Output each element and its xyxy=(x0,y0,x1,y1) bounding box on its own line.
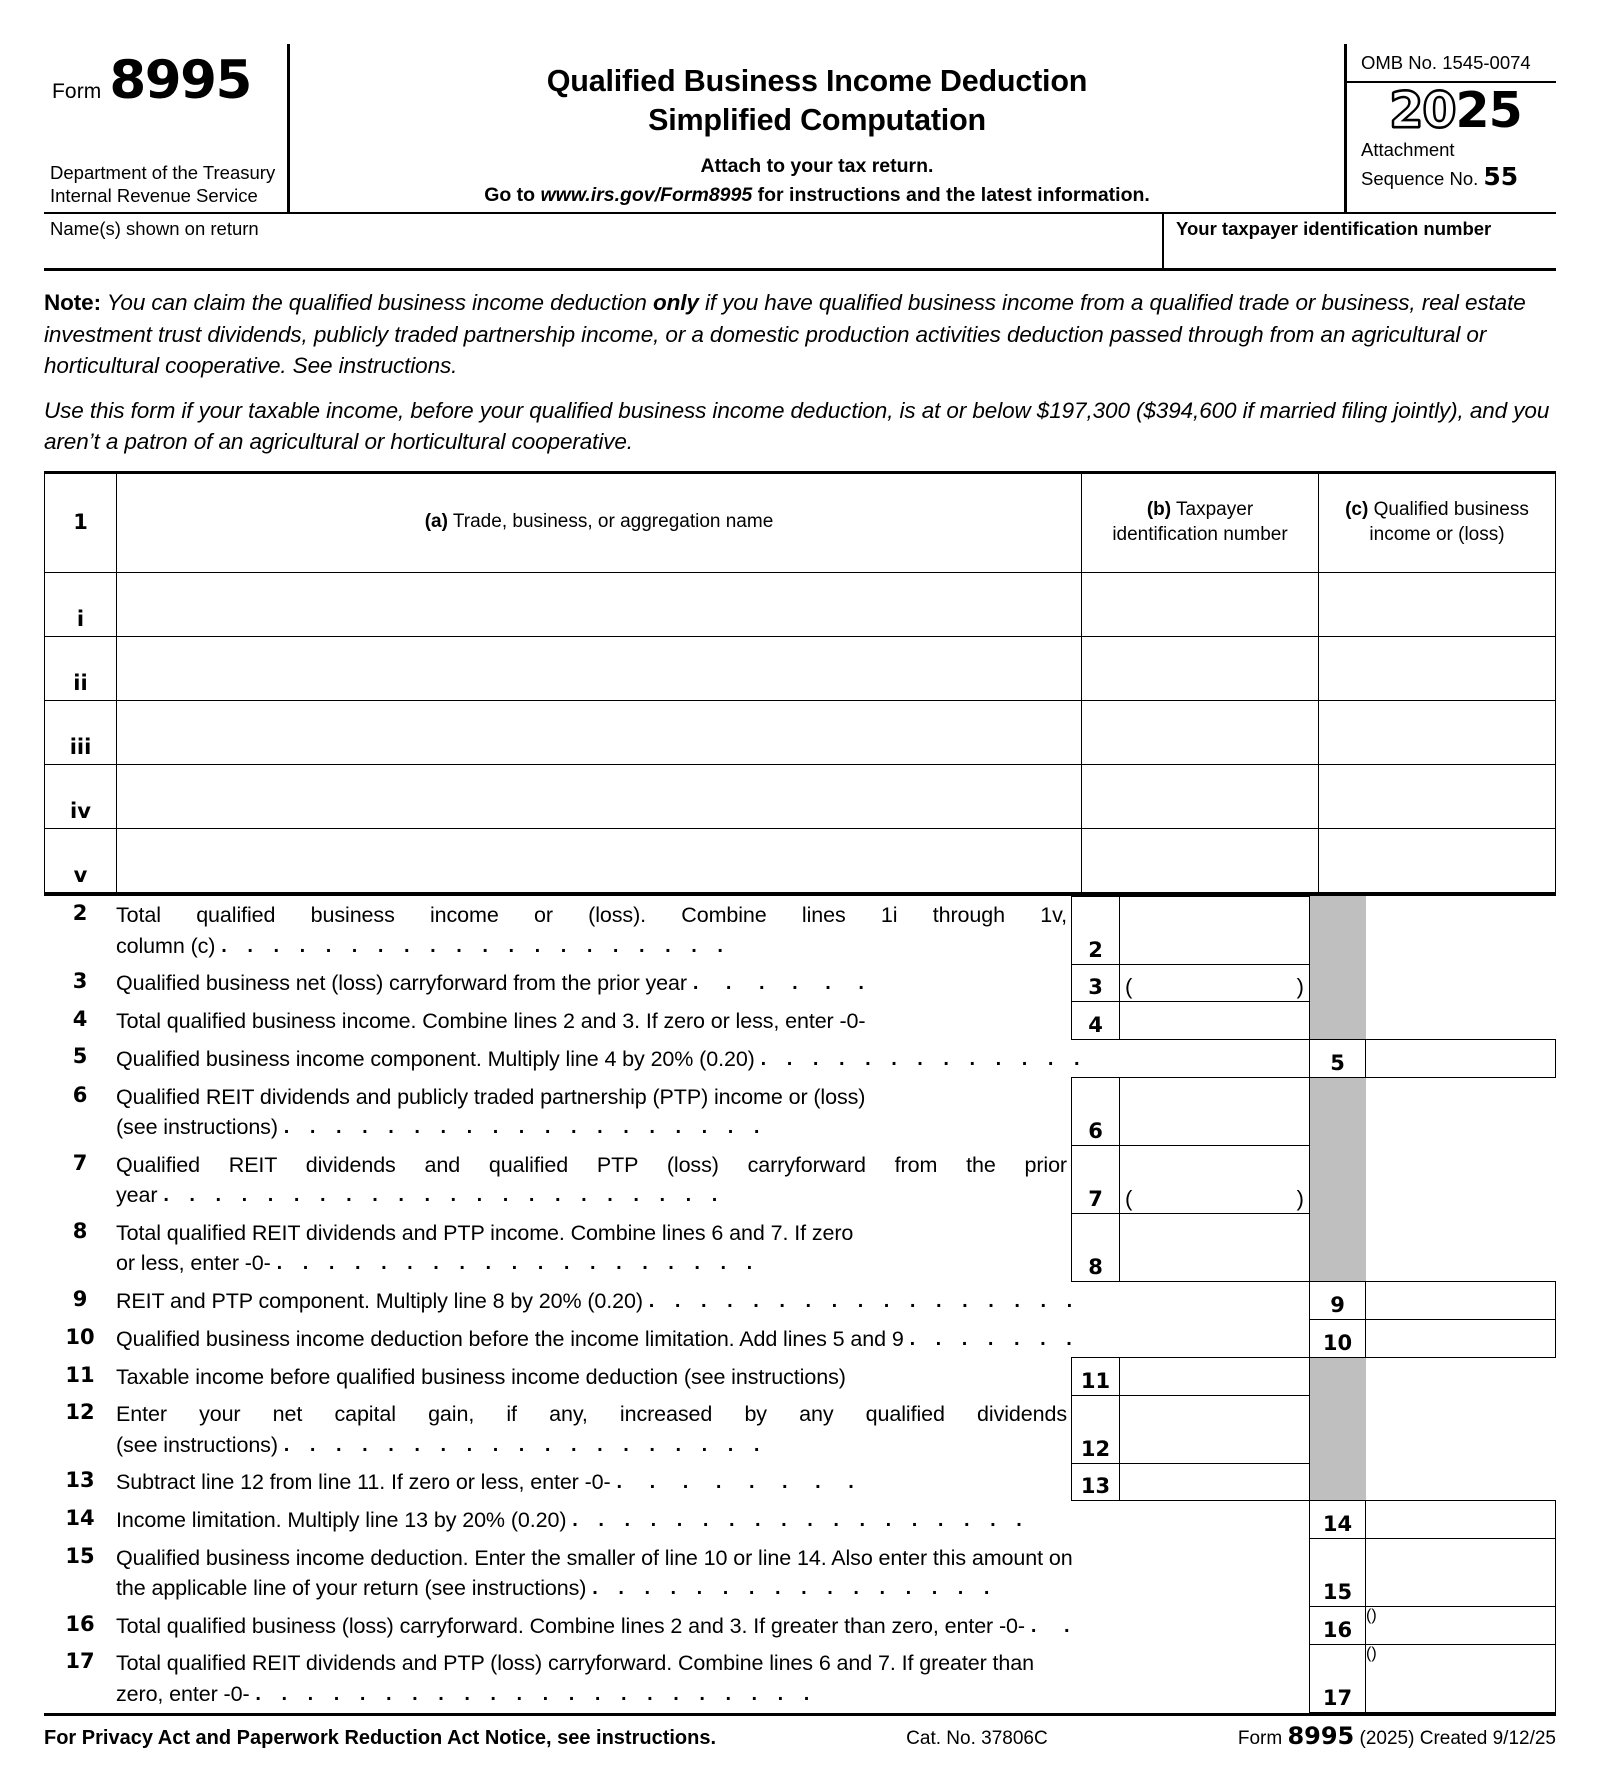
leader-dots: . . . . . . . . . . . . . . . . . . . xyxy=(283,1116,767,1139)
leader-dots: . . . . . . . . . . . . . . . . . . . . . . xyxy=(255,1682,817,1705)
col-c-letter: (c) xyxy=(1345,498,1369,520)
line-8-box-number: 8 xyxy=(1072,1214,1120,1282)
line-12-row xyxy=(44,1395,1556,1463)
line1-number: 1 xyxy=(73,509,88,534)
line-15-text-a: Qualified business income deduction. Enter the smaller of line 10 or line 14. Also enter this amount on xyxy=(116,1545,1073,1570)
header-left-block xyxy=(44,44,290,212)
line-12-text-b xyxy=(116,1430,1067,1461)
empty-cell xyxy=(1366,1395,1556,1463)
line-14-text xyxy=(116,1501,1310,1539)
row-iii-tin-input[interactable] xyxy=(1082,700,1319,764)
empty-cell xyxy=(1366,964,1556,1002)
line-4-value-input[interactable] xyxy=(1120,1002,1310,1040)
department-line-1: Department of the Treasury xyxy=(50,161,276,183)
issuing-agency xyxy=(50,161,275,208)
note-paragraph xyxy=(44,287,1556,382)
goto-prefix: Go to xyxy=(484,184,541,207)
table-row xyxy=(45,636,1556,700)
row-i-tin-input[interactable] xyxy=(1082,572,1319,636)
line-11-number: 11 xyxy=(65,1362,95,1387)
line-2-box-number: 2 xyxy=(1072,896,1120,964)
close-paren: ) xyxy=(1371,1644,1377,1662)
line-3-text xyxy=(116,964,1072,1002)
empty-cell xyxy=(1366,1002,1556,1040)
line-16-box-number: 16 xyxy=(1310,1607,1366,1645)
line-4-number: 4 xyxy=(72,1006,88,1031)
note-text-part-2: if you have qualified business income from a qualified trade or business, real estate investment trust dividends, publicly traded partnership income, or a domestic production activities deduction passed through from an agricultural or horticultural cooperative. See instructions. xyxy=(44,290,1526,378)
identity-row xyxy=(44,212,1556,271)
line-7-number: 7 xyxy=(72,1150,88,1175)
line-12-value-input[interactable] xyxy=(1120,1395,1310,1463)
footer-form-prefix: Form xyxy=(1237,1727,1288,1749)
line-15-row xyxy=(44,1539,1556,1607)
line1-business-table xyxy=(44,471,1556,893)
line-5-row xyxy=(44,1039,1556,1078)
line-13-number: 13 xyxy=(65,1468,95,1493)
leader-dots: . . . . . . . . . . . . . . . . . xyxy=(648,1290,1080,1313)
line-15-text xyxy=(116,1539,1310,1607)
form-title-line-2: Simplified Computation xyxy=(648,103,986,138)
line-7-text-a: Qualified REIT dividends and qualified PTP (loss) carryforward from the prior xyxy=(116,1152,1067,1177)
shaded-block xyxy=(1310,1146,1366,1214)
line-6-box-number: 6 xyxy=(1072,1078,1120,1146)
line-15-box-number: 15 xyxy=(1310,1539,1366,1607)
tin-field-cell[interactable] xyxy=(1162,214,1556,268)
line-13-label: Subtract line 12 from line 11. If zero or less, enter -0- xyxy=(116,1470,611,1495)
line-17-text-b-label: zero, enter -0- xyxy=(116,1681,250,1706)
shaded-block xyxy=(1310,1358,1366,1396)
notes-section xyxy=(44,271,1556,458)
empty-cell xyxy=(1366,1146,1556,1214)
table-row xyxy=(45,700,1556,764)
shaded-block xyxy=(1310,896,1366,964)
leader-dots: . . . . . . . . . . . . . . . . . . . . xyxy=(221,934,731,957)
line-14-row xyxy=(44,1501,1556,1539)
line-6-row xyxy=(44,1078,1556,1146)
row-ii-qbi-input[interactable] xyxy=(1319,636,1556,700)
line-14-number: 14 xyxy=(65,1505,95,1530)
col-b-label-2: identification number xyxy=(1112,523,1288,545)
leader-dots: . . . . . . . . . . . . . . . . . . . xyxy=(283,1433,767,1456)
line-3-label: Qualified business net (loss) carryforward from the prior year xyxy=(116,971,687,996)
line-12-text-a: Enter your net capital gain, if any, increased by any qualified dividends xyxy=(116,1402,1067,1427)
line-8-text-b-label: or less, enter -0- xyxy=(116,1251,271,1276)
tin-field-label: Your taxpayer identification number xyxy=(1176,218,1492,239)
line-15-text-b-label: the applicable line of your return (see instructions) xyxy=(116,1576,587,1601)
footer-form-number: 8995 xyxy=(1287,1721,1355,1750)
line-2-text-b-label: column (c) xyxy=(116,933,216,958)
empty-cell xyxy=(1366,1078,1556,1146)
line-7-text-b-label: year xyxy=(116,1183,158,1208)
row-iii-name-input[interactable] xyxy=(117,700,1082,764)
line-9-label: REIT and PTP component. Multiply line 8 by 20% (0.20) xyxy=(116,1289,643,1314)
line-3-row xyxy=(44,964,1556,1002)
attachment-sequence-block xyxy=(1361,138,1556,192)
goto-suffix: for instructions and the latest information. xyxy=(752,184,1150,207)
line-10-value-input[interactable] xyxy=(1366,1320,1556,1358)
row-iv-name-input[interactable] xyxy=(117,764,1082,828)
line-7-box-number: 7 xyxy=(1072,1146,1120,1214)
table-row xyxy=(45,764,1556,828)
line-12-text xyxy=(116,1395,1072,1463)
col-b-letter: (b) xyxy=(1146,498,1172,520)
line-15-number: 15 xyxy=(65,1543,95,1568)
line-8-text-b xyxy=(116,1248,1067,1279)
form-page xyxy=(0,44,1600,1774)
form-header xyxy=(44,44,1556,212)
line-6-text-a: Qualified REIT dividends and publicly traded partnership (PTP) income or (loss) xyxy=(116,1084,866,1109)
row-v-qbi-input[interactable] xyxy=(1319,828,1556,892)
row-label-iii: iii xyxy=(45,700,117,764)
line-6-text xyxy=(116,1078,1072,1146)
line-6-text-b xyxy=(116,1112,1067,1143)
line-7-text-b xyxy=(116,1180,1067,1211)
line-13-row xyxy=(44,1463,1556,1501)
row-iv-tin-input[interactable] xyxy=(1082,764,1319,828)
leader-dots: . . . . . . . . . . . . . . . . . . . . . . xyxy=(163,1184,725,1207)
attachment-sequence-number: 55 xyxy=(1483,162,1519,192)
name-field-label: Name(s) shown on return xyxy=(50,218,259,239)
attachment-seq-text: Sequence No. xyxy=(1361,168,1479,190)
goto-instruction xyxy=(290,184,1344,207)
line-13-text xyxy=(116,1463,1072,1501)
line-3-box-number: 3 xyxy=(1072,964,1120,1002)
line-5-value-input[interactable] xyxy=(1366,1039,1556,1078)
shaded-block xyxy=(1310,1214,1366,1282)
line-9-number: 9 xyxy=(72,1286,88,1311)
tax-year-century: 20 xyxy=(1389,82,1456,139)
line-16-value-input[interactable] xyxy=(1366,1607,1556,1645)
line-9-box-number: 9 xyxy=(1310,1282,1366,1320)
lines-section xyxy=(44,893,1556,1713)
leader-dots: . . . . . . . . . . . . . . . . . . . xyxy=(276,1252,760,1275)
line-4-row xyxy=(44,1002,1556,1040)
line-10-label: Qualified business income deduction before the income limitation. Add lines 5 and 9 xyxy=(116,1326,904,1351)
line-2-row xyxy=(44,896,1556,964)
line-17-text-b xyxy=(116,1679,1305,1710)
open-paren: ( xyxy=(1125,974,1133,1000)
line-11-value-input[interactable] xyxy=(1120,1358,1310,1396)
use-this-form-paragraph: Use this form if your taxable income, before your qualified business income deduction, is at or below $197,300 ($394,600 if married filing jointly), and you aren’t a patron of an agricultural or horticultural cooperative. xyxy=(44,397,1550,454)
line-16-number: 16 xyxy=(65,1611,95,1636)
line-15-text-b xyxy=(116,1573,1305,1604)
table-row xyxy=(45,828,1556,892)
open-paren: ( xyxy=(1125,1186,1133,1212)
col-a-header xyxy=(117,472,1082,572)
row-iv-qbi-input[interactable] xyxy=(1319,764,1556,828)
form-title-line-1: Qualified Business Income Deduction xyxy=(546,64,1088,98)
line-17-text xyxy=(116,1644,1310,1712)
line-2-text-b xyxy=(116,931,1067,962)
line-5-box-number: 5 xyxy=(1310,1039,1366,1078)
line-7-value-input[interactable] xyxy=(1120,1146,1310,1214)
line-8-text-a: Total qualified REIT dividends and PTP income. Combine lines 6 and 7. If zero xyxy=(116,1220,854,1245)
line-14-label: Income limitation. Multiply line 13 by 20% (0.20) xyxy=(116,1508,567,1533)
line-12-box-number: 12 xyxy=(1072,1395,1120,1463)
empty-cell xyxy=(1366,1463,1556,1501)
line-10-box-number: 10 xyxy=(1310,1320,1366,1358)
form-footer xyxy=(44,1713,1556,1750)
row-label-iv: iv xyxy=(45,764,117,828)
col-a-letter: (a) xyxy=(424,511,448,533)
attachment-label-line-2 xyxy=(1361,161,1556,192)
open-paren: ( xyxy=(1366,1644,1372,1662)
line-12-number: 12 xyxy=(65,1400,95,1425)
line-17-value-input[interactable] xyxy=(1366,1644,1556,1712)
line-9-text xyxy=(116,1282,1310,1320)
leader-dots: . . . . . . . . xyxy=(616,1471,865,1494)
line-17-number: 17 xyxy=(65,1649,95,1674)
shaded-block xyxy=(1310,964,1366,1002)
close-paren: ) xyxy=(1296,974,1304,1000)
leader-dots: . . . . . . xyxy=(692,972,875,995)
row-i-name-input[interactable] xyxy=(117,572,1082,636)
col-c-label-1: Qualified business xyxy=(1368,498,1529,520)
empty-cell xyxy=(1366,1214,1556,1282)
line-8-row xyxy=(44,1214,1556,1282)
close-paren: ) xyxy=(1296,1186,1304,1212)
leader-dots: . . . . . . . xyxy=(909,1327,1080,1350)
line-14-box-number: 14 xyxy=(1310,1501,1366,1539)
note-text-part-1: You can claim the qualified business income deduction xyxy=(101,290,653,315)
line-8-value-input[interactable] xyxy=(1120,1214,1310,1282)
row-ii-tin-input[interactable] xyxy=(1082,636,1319,700)
line-2-number: 2 xyxy=(72,901,88,925)
line-10-text xyxy=(116,1320,1310,1358)
department-line-2: Internal Revenue Service xyxy=(50,185,258,207)
open-paren: ( xyxy=(1366,1607,1372,1625)
line-11-text: Taxable income before qualified business income deduction (see instructions) xyxy=(116,1364,846,1389)
line-2-text xyxy=(116,896,1072,964)
row-label-v: v xyxy=(45,828,117,892)
leader-dots: . . . . . . . . . . . . . xyxy=(760,1047,1088,1070)
line-8-text xyxy=(116,1214,1072,1282)
note-emphasis-only: only xyxy=(652,290,699,315)
line-16-label: Total qualified business (loss) carryforward. Combine lines 2 and 3. If greater than zero, enter -0- xyxy=(116,1613,1025,1638)
line-10-number: 10 xyxy=(65,1324,95,1349)
header-title-block xyxy=(290,44,1344,212)
irs-url[interactable]: www.irs.gov/Form8995 xyxy=(540,184,753,207)
line-17-box-number: 17 xyxy=(1310,1644,1366,1712)
header-right-block xyxy=(1344,44,1556,212)
line-9-row xyxy=(44,1282,1556,1320)
col-c-header xyxy=(1319,472,1556,572)
line-10-row xyxy=(44,1320,1556,1358)
line-5-number: 5 xyxy=(72,1044,88,1069)
line-9-value-input[interactable] xyxy=(1366,1282,1556,1320)
shaded-block xyxy=(1310,1395,1366,1463)
form-number: 8995 xyxy=(109,50,251,111)
line-15-value-input[interactable] xyxy=(1366,1539,1556,1607)
col-c-label-2: income or (loss) xyxy=(1369,523,1505,545)
line-7-text xyxy=(116,1146,1072,1214)
note-label: Note: xyxy=(44,290,101,315)
catalog-number: Cat. No. 37806C xyxy=(906,1727,1048,1749)
tax-year xyxy=(1355,82,1556,139)
omb-number: OMB No. 1545-0074 xyxy=(1347,44,1556,83)
line-2-text-a: Total qualified business income or (loss). Combine lines 1i through 1v, xyxy=(116,903,1067,927)
line1-header-row xyxy=(45,472,1556,572)
line-16-text xyxy=(116,1607,1310,1645)
line-12-text-b-label: (see instructions) xyxy=(116,1432,278,1457)
line-11-row xyxy=(44,1358,1556,1396)
form-identifier xyxy=(52,50,251,111)
line-5-label: Qualified business income component. Multiply line 4 by 20% (0.20) xyxy=(116,1046,755,1071)
line-6-number: 6 xyxy=(72,1082,88,1107)
table-row xyxy=(45,572,1556,636)
row-v-name-input[interactable] xyxy=(117,828,1082,892)
row-label-i: i xyxy=(45,572,117,636)
line-5-text xyxy=(116,1039,1310,1078)
line-4-box-number: 4 xyxy=(1072,1002,1120,1040)
close-paren: ) xyxy=(1371,1607,1377,1625)
line-7-row xyxy=(44,1146,1556,1214)
line-11-box-number: 11 xyxy=(1072,1358,1120,1396)
row-label-ii: ii xyxy=(45,636,117,700)
attach-instruction: Attach to your tax return. xyxy=(700,155,934,178)
privacy-act-notice: For Privacy Act and Paperwork Reduction Act Notice, see instructions. xyxy=(44,1726,717,1749)
leader-dots: . . . . . . . . . . . . . . . . . . xyxy=(572,1509,1030,1532)
line-17-row xyxy=(44,1644,1556,1712)
shaded-block xyxy=(1310,1463,1366,1501)
line-6-value-input[interactable] xyxy=(1120,1078,1310,1146)
form-word-label: Form xyxy=(52,80,102,103)
line1-number-cell xyxy=(45,472,117,572)
line-2-value-input[interactable] xyxy=(1120,896,1310,964)
line-13-value-input[interactable] xyxy=(1120,1463,1310,1501)
lines-table xyxy=(44,896,1556,1713)
attachment-label-line-1: Attachment xyxy=(1361,138,1455,160)
row-ii-name-input[interactable] xyxy=(117,636,1082,700)
empty-cell xyxy=(1366,896,1556,964)
row-iii-qbi-input[interactable] xyxy=(1319,700,1556,764)
shaded-block xyxy=(1310,1078,1366,1146)
line-13-box-number: 13 xyxy=(1072,1463,1120,1501)
row-i-qbi-input[interactable] xyxy=(1319,572,1556,636)
footer-form-suffix: (2025) Created 9/12/25 xyxy=(1354,1727,1556,1749)
col-a-label: Trade, business, or aggregation name xyxy=(447,511,774,533)
line-3-value-input[interactable] xyxy=(1120,964,1310,1002)
line-17-text-a: Total qualified REIT dividends and PTP (loss) carryforward. Combine lines 6 and 7. If greater than xyxy=(116,1651,1034,1676)
tax-year-short: 25 xyxy=(1455,82,1522,139)
line-16-row xyxy=(44,1607,1556,1645)
line-8-number: 8 xyxy=(72,1218,88,1243)
row-v-tin-input[interactable] xyxy=(1082,828,1319,892)
empty-cell xyxy=(1366,1358,1556,1396)
line-14-value-input[interactable] xyxy=(1366,1501,1556,1539)
line-4-text: Total qualified business income. Combine lines 2 and 3. If zero or less, enter -0- xyxy=(116,1008,866,1033)
leader-dots: . . xyxy=(1030,1614,1081,1637)
col-b-label-1: Taxpayer xyxy=(1171,498,1254,520)
shaded-block xyxy=(1310,1002,1366,1040)
footer-form-identifier xyxy=(1238,1722,1556,1750)
line-3-number: 3 xyxy=(72,969,88,994)
line-6-text-b-label: (see instructions) xyxy=(116,1115,278,1140)
col-b-header xyxy=(1082,472,1319,572)
leader-dots: . . . . . . . . . . . . . . . . xyxy=(592,1577,997,1600)
name-field-cell[interactable] xyxy=(44,214,1162,268)
